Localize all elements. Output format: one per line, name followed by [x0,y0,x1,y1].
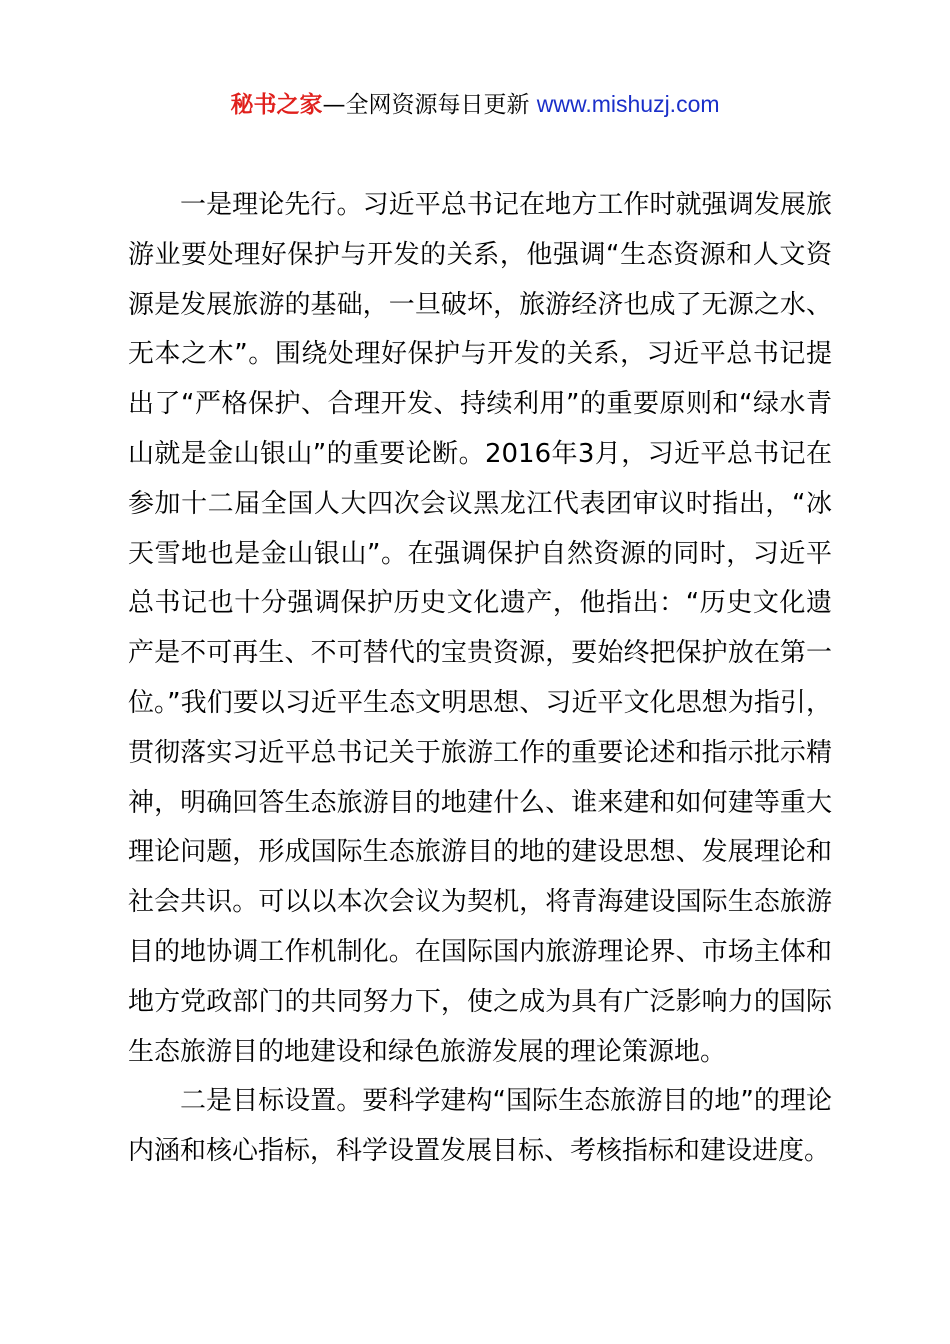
paragraph-theory-first: 一是理论先行。习近平总书记在地方工作时就强调发展旅游业要处理好保护与开发的关系，他强调“生态资源和人文资源是发展旅游的基础，一旦破坏，旅游经济也成了无源之水、无本之木”。围绕处理好保护与开发的关系，习近平总书记提出了“严格保护、合理开发、持续利用”的重要原则和“绿水青山就是金山银山”的重要论断。2016年3月，习近平总书记在参加十二届全国人大四次会议黑龙江代表团审议时指出，“冰天雪地也是金山银山”。在强调保护自然资源的同时，习近平总书记也十分强调保护历史文化遗产，他指出：“历史文化遗产是不可再生、不可替代的宝贵资源，要始终把保护放在第一位。”我们要以习近平生态文明思想、习近平文化思想为指引，贯彻落实习近平总书记关于旅游工作的重要论述和指示批示精神，明确回答生态旅游目的地建什么、谁来建和如何建等重大理论问题，形成国际生态旅游目的地的建设思想、发展理论和社会共识。可以以本次会议为契机，将青海建设国际生态旅游目的地协调工作机制化。在国际国内旅游理论界、市场主体和地方党政部门的共同努力下，使之成为具有广泛影响力的国际生态旅游目的地建设和绿色旅游发展的理论策源地。 [128,190,832,1067]
header-tagline: —全网资源每日更新 [322,92,530,118]
page-header [0,86,950,123]
paragraph-goal-setting: 二是目标设置。要科学建构“国际生态旅游目的地”的理论内涵和核心指标，科学设置发展目标、考核指标和建设进度。 [128,1086,832,1167]
document-body [128,181,832,1177]
brand-name: 秘书之家 [230,92,323,118]
site-url-link[interactable]: www.mishuzj.com [536,91,720,117]
